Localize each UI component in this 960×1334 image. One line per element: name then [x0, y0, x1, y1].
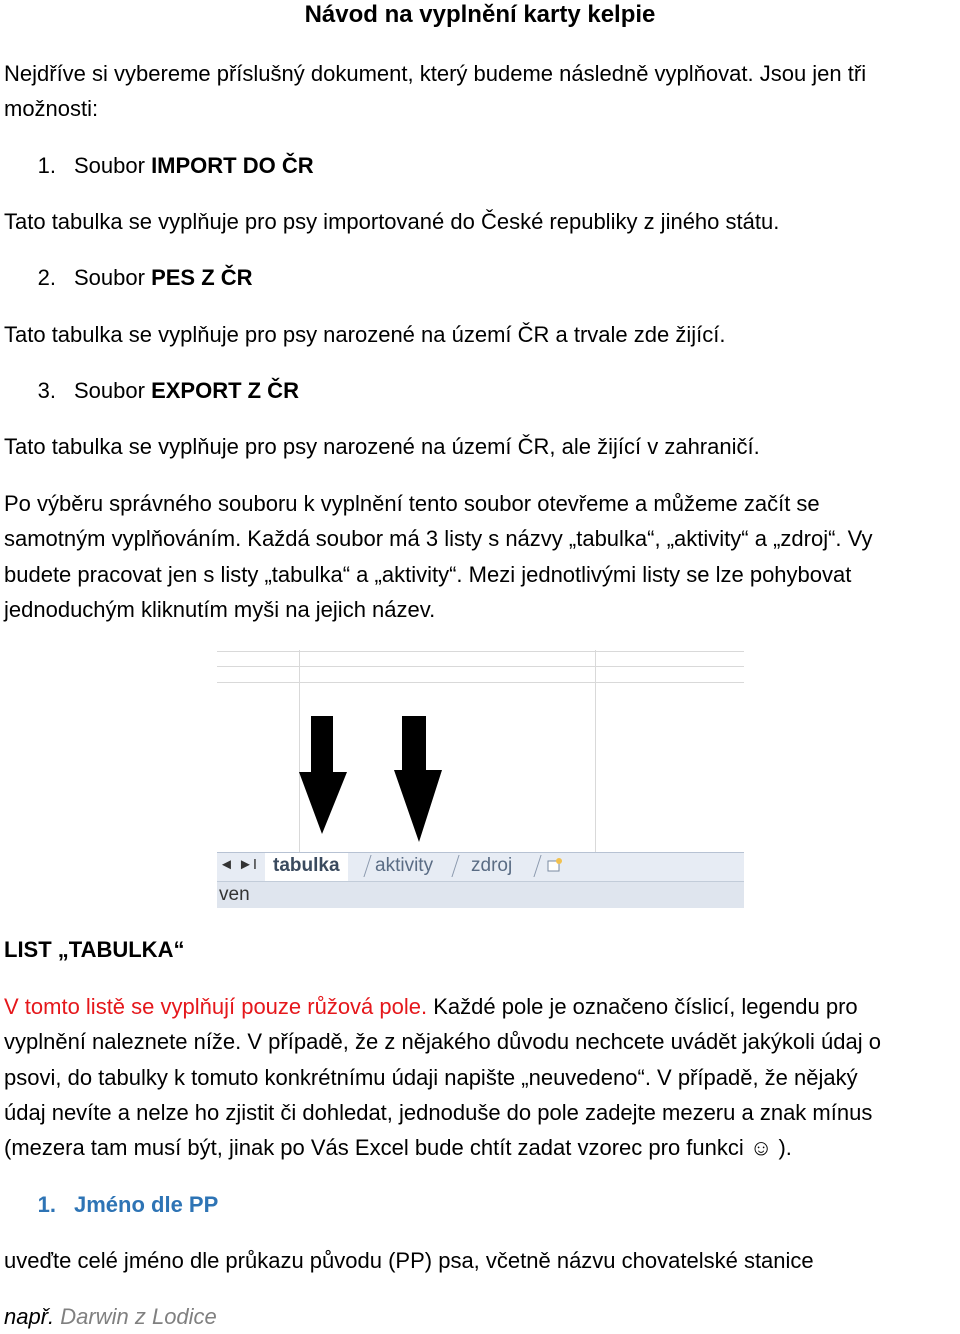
option-2-item: [20, 260, 253, 295]
sheets-paragraph-line-3: budete pracovat jen s listy „tabulka“ a „aktivity“. Mezi jednotlivými listy se lze pohybovat: [4, 562, 852, 587]
sheets-paragraph-line-4: jednoduchým kliknutím myši na jejich název.: [4, 597, 436, 622]
tab-aktivity[interactable]: aktivity: [375, 855, 434, 876]
field-1-number: 1.: [37, 1192, 56, 1217]
sheet-navigation-arrows[interactable]: ◄ ►I: [219, 856, 258, 873]
insert-sheet-icon[interactable]: [546, 857, 564, 873]
field-1-example: [4, 1299, 217, 1334]
field-1-label: Jméno dle PP: [74, 1192, 219, 1217]
option-2-number: 2.: [37, 265, 56, 290]
option-1-name: IMPORT DO ČR: [151, 153, 314, 178]
option-3-prefix: Soubor: [74, 378, 152, 403]
list-paragraph-line-3: psovi, do tabulky k tomuto konkrétnímu údaji napište „neuvedeno“. V případě, že nějaký: [4, 1065, 858, 1090]
down-arrow-icon: [297, 716, 349, 836]
grid-line: [595, 650, 596, 852]
option-1-prefix: Soubor: [74, 153, 152, 178]
option-3-name: EXPORT Z ČR: [151, 378, 299, 403]
list-paragraph-line-1-rest: Každé pole je označeno číslicí, legendu pro: [427, 994, 858, 1019]
field-1-description: uveďte celé jméno dle průkazu původu (PP) psa, včetně názvu chovatelské stanice: [4, 1248, 814, 1273]
option-1-item: [20, 148, 314, 183]
option-1-description: Tato tabulka se vyplňuje pro psy importované do České republiky z jiného státu.: [4, 209, 780, 234]
grid-line: [217, 666, 744, 667]
option-3-item: [20, 373, 299, 408]
list-paragraph-line-5: (mezera tam musí být, jinak po Vás Excel bude chtít zadat vzorec pro funkci ☺ ).: [4, 1135, 792, 1160]
option-2-description: Tato tabulka se vyplňuje pro psy narozené na území ČR a trvale zde žijící.: [4, 322, 726, 347]
sheets-paragraph-line-2: samotným vyplňováním. Každá soubor má 3 listy s názvy „tabulka“, „aktivity“ a „zdroj“. Vy: [4, 526, 873, 551]
tab-separator: [451, 855, 459, 877]
pink-fields-note: V tomto listě se vyplňují pouze růžová pole.: [4, 994, 428, 1019]
status-bar: [217, 881, 744, 908]
excel-tabs-screenshot: [217, 650, 744, 908]
field-1-example-value: Darwin z Lodice: [54, 1304, 217, 1329]
option-3-description: Tato tabulka se vyplňuje pro psy narozené na území ČR, ale žijící v zahraničí.: [4, 434, 760, 459]
field-1-example-label: např.: [4, 1304, 55, 1329]
intro-line-1: Nejdříve si vybereme příslušný dokument, který budeme následně vyplňovat. Jsou jen tři: [4, 61, 867, 86]
section-heading-list-tabulka: LIST „TABULKA“: [4, 937, 185, 962]
option-2-name: PES Z ČR: [151, 265, 253, 290]
option-3-number: 3.: [37, 378, 56, 403]
down-arrow-icon: [392, 716, 444, 844]
sheets-paragraph-line-1: Po výběru správného souboru k vyplnění tento soubor otevřeme a můžeme začít se: [4, 491, 820, 516]
tab-separator: [533, 855, 541, 877]
grid-line: [217, 682, 744, 683]
sheet-tab-bar: [217, 852, 744, 881]
document-title: Návod na vyplnění karty kelpie: [304, 1, 656, 28]
tab-zdroj[interactable]: zdroj: [471, 855, 513, 876]
option-2-prefix: Soubor: [74, 265, 152, 290]
field-1-heading: [20, 1187, 218, 1222]
intro-line-2: možnosti:: [4, 96, 99, 121]
option-1-number: 1.: [37, 153, 56, 178]
tab-tabulka[interactable]: tabulka: [265, 853, 348, 881]
status-bar-text: ven: [219, 884, 250, 905]
grid-line: [217, 651, 744, 652]
list-paragraph-line-2: vyplnění naleznete níže. V případě, že z nějakého důvodu nechcete uvádět jakýkoli údaj o: [4, 1029, 881, 1054]
list-paragraph-line-4: údaj nevíte a nelze ho zjistit či dohledat, jednoduše do pole zadejte mezeru a znak mínus: [4, 1100, 873, 1125]
list-paragraph-line-1: [4, 989, 956, 1025]
